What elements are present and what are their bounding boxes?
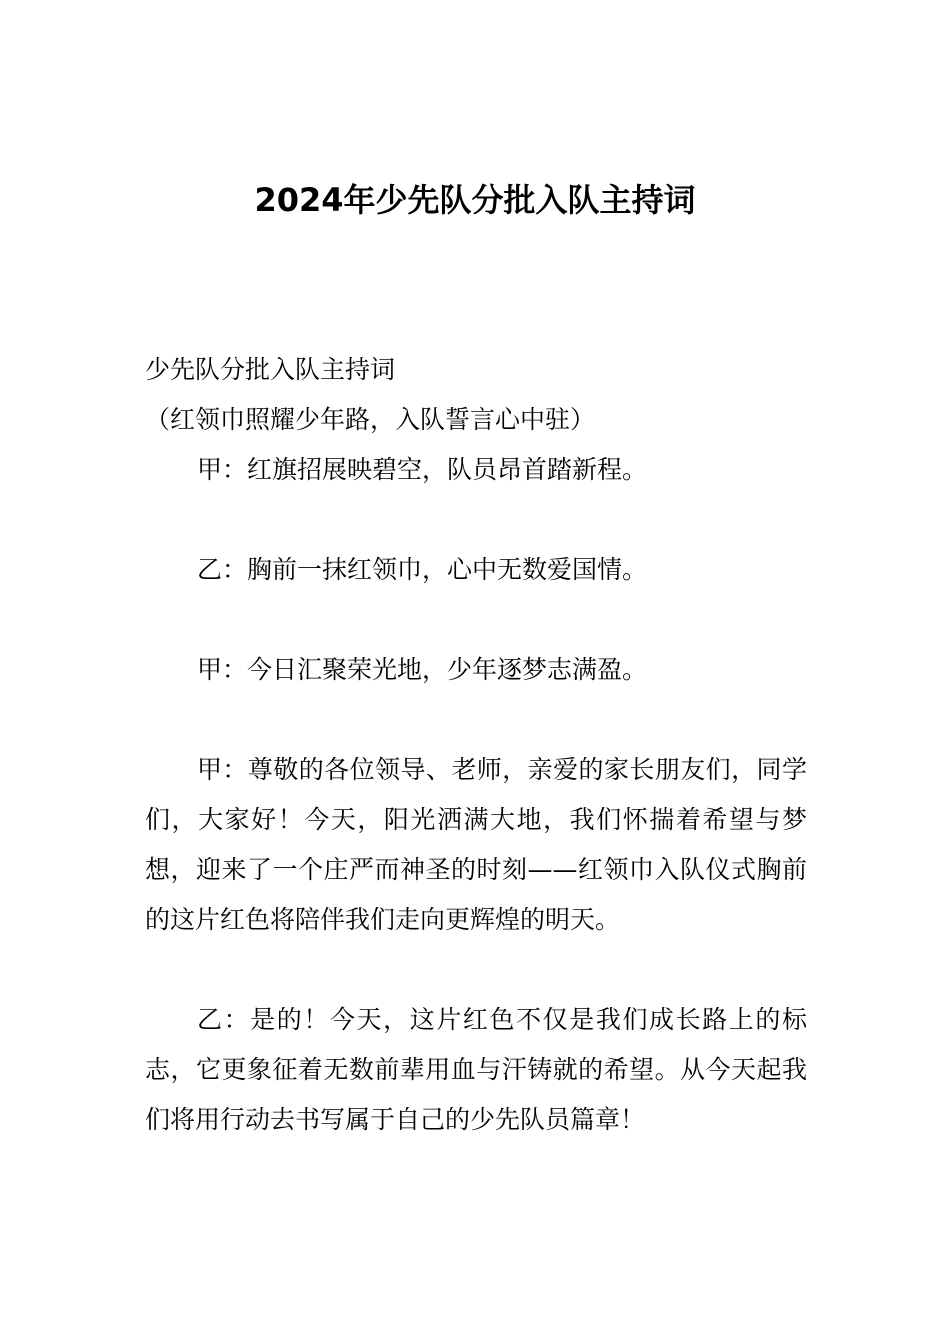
paragraph-spacer [145, 495, 807, 545]
document-title: 2024年少先队分批入队主持词 [254, 181, 696, 220]
document-subtitle: 少先队分批入队主持词 [145, 355, 396, 384]
paragraph-3: 甲：今日汇聚荣光地，少年逐梦志满盈。 [197, 655, 648, 684]
paragraph-spacer [145, 595, 807, 645]
paragraph-1: 甲：红旗招展映碧空，队员昂首踏新程。 [197, 455, 648, 484]
paragraph-2: 乙：胸前一抹红领巾，心中无数爱国情。 [197, 555, 648, 584]
paragraph-4: 甲：尊敬的各位领导、老师，亲爱的家长朋友们，同学们，大家好！今天，阳光洒满大地，我们怀揣着希望与梦想，迎来了一个庄严而神圣的时刻——红领巾入队仪式胸前的这片红色将陪伴我们走向更辉煌的明天。 [145, 755, 807, 934]
document-body [145, 345, 807, 1145]
paragraph-spacer [145, 695, 807, 745]
paragraph-spacer [145, 945, 807, 995]
theme-line: （红领巾照耀少年路，入队誓言心中驻） [145, 405, 596, 434]
paragraph-5: 乙：是的！今天，这片红色不仅是我们成长路上的标志，它更象征着无数前辈用血与汗铸就的希望。从今天起我们将用行动去书写属于自己的少先队员篇章！ [145, 1005, 807, 1134]
